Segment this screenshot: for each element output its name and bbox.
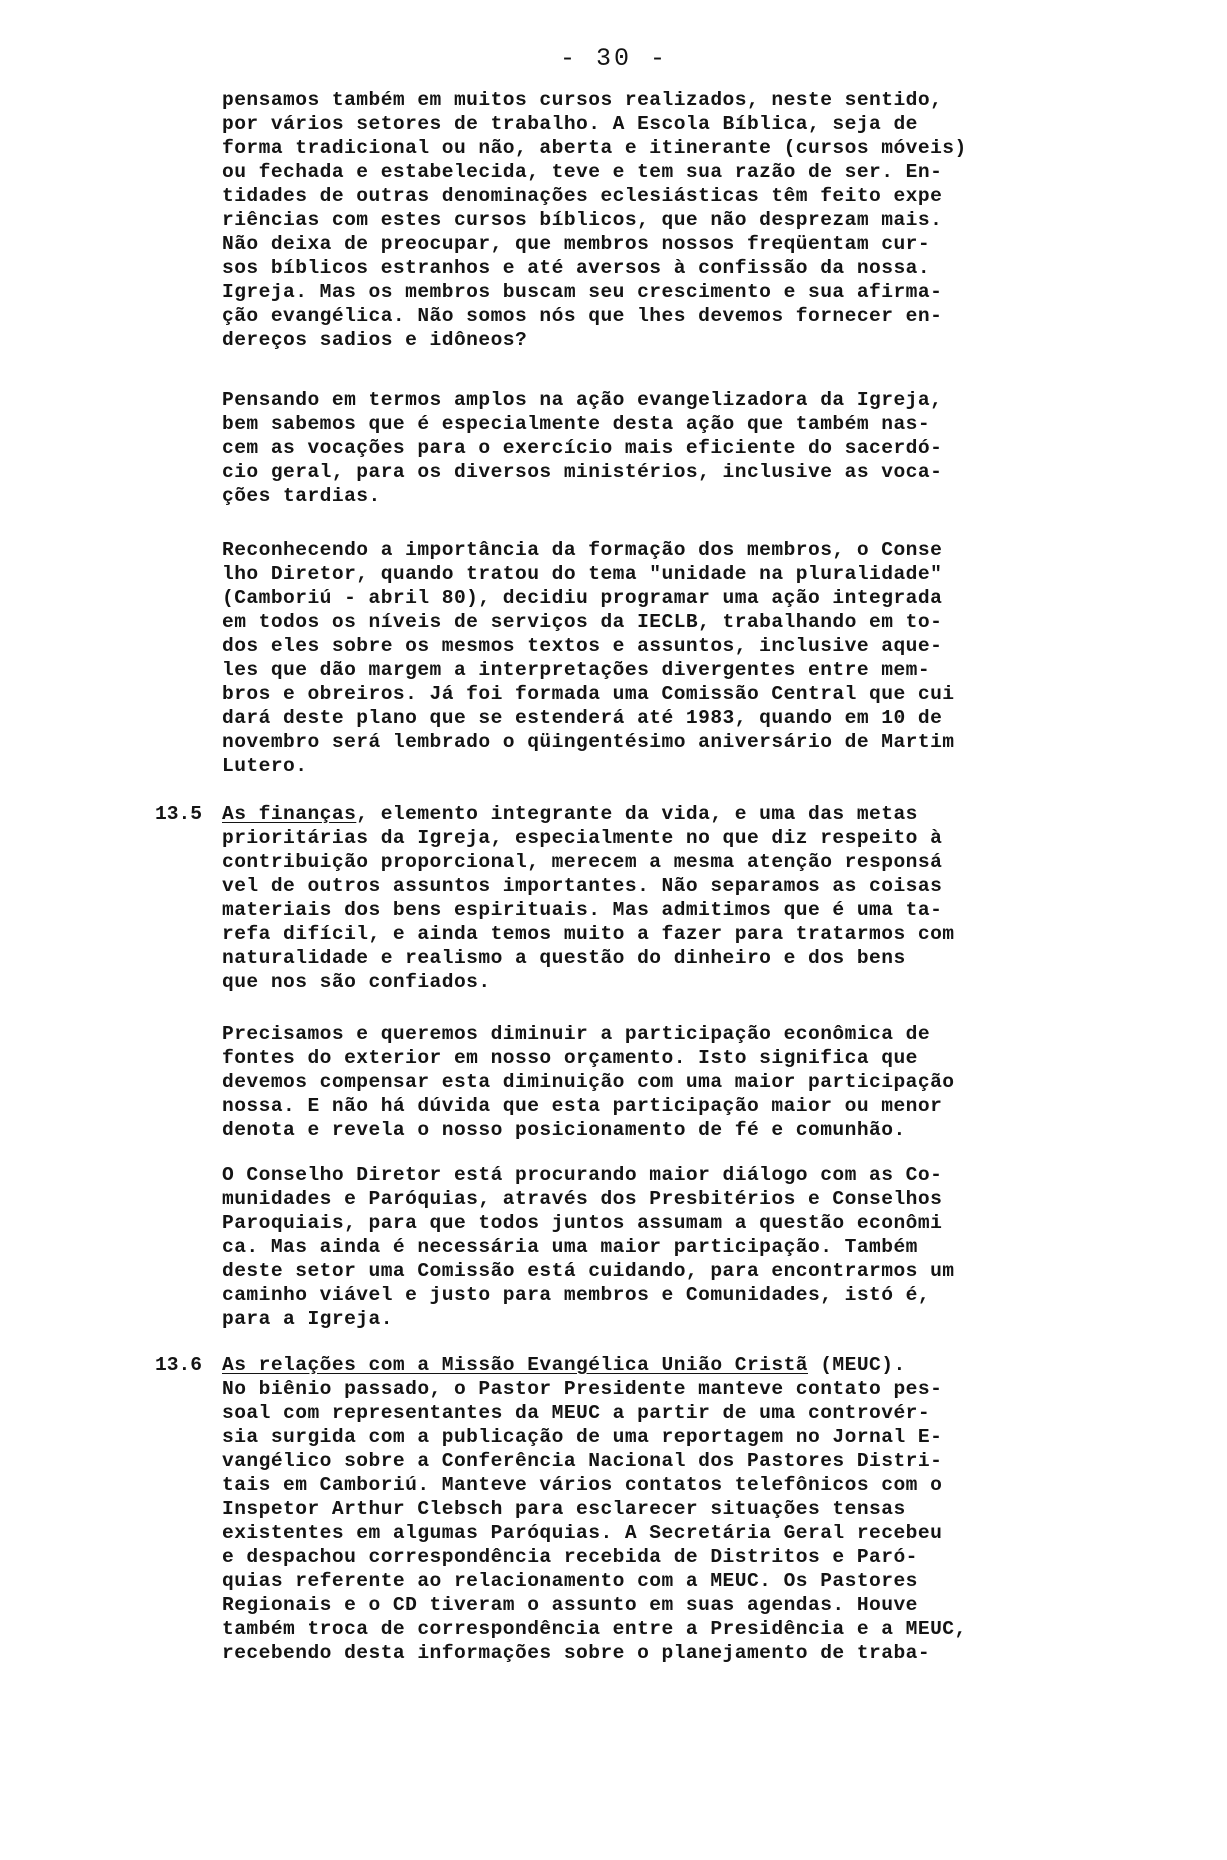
text-line: les que dão margem a interpretações divergentes entre mem- xyxy=(222,659,931,681)
text-line: existentes em algumas Paróquias. A Secretária Geral recebeu xyxy=(222,1522,943,1544)
text-line: dereços sadios e idôneos? xyxy=(222,329,528,351)
text-line: vangélico sobre a Conferência Nacional dos Pastores Distri- xyxy=(222,1450,943,1472)
section-13-6 xyxy=(222,1353,1102,1665)
text-line: devemos compensar esta diminuição com uma maior participação xyxy=(222,1071,955,1093)
text-line: nossa. E não há dúvida que esta participação maior ou menor xyxy=(222,1095,943,1117)
text-line: forma tradicional ou não, aberta e itinerante (cursos móveis) xyxy=(222,137,967,159)
text-line: vel de outros assuntos importantes. Não separamos as coisas xyxy=(222,875,943,897)
section-number-13-6: 13.6 xyxy=(155,1354,203,1376)
text-line: pensamos também em muitos cursos realizados, neste sentido, xyxy=(222,89,943,111)
text-line: por vários setores de trabalho. A Escola Bíblica, seja de xyxy=(222,113,918,135)
text-line: soal com representantes da MEUC a partir de uma controvér- xyxy=(222,1402,931,1424)
section-13-6-heading-rest: (MEUC). xyxy=(808,1354,906,1376)
text-line: (Camboriú - abril 80), decidiu programar uma ação integrada xyxy=(222,587,943,609)
text-line: ções tardias. xyxy=(222,485,381,507)
section-13-6-heading: As relações com a Missão Evangélica União Cristã xyxy=(222,1354,808,1376)
text-line: riências com estes cursos bíblicos, que não desprezam mais. xyxy=(222,209,943,231)
section-13-5-first-line xyxy=(222,802,1102,826)
text-line: dará deste plano que se estenderá até 1983, quando em 10 de xyxy=(222,707,943,729)
paragraph-conselho-diretor xyxy=(222,538,1102,778)
text-line: ção evangélica. Não somos nós que lhes devemos fornecer en- xyxy=(222,305,943,327)
text-line: sos bíblicos estranhos e até aversos à confissão da nossa. xyxy=(222,257,931,279)
text-line: Precisamos e queremos diminuir a participação econômica de xyxy=(222,1023,931,1045)
section-13-5 xyxy=(222,802,1102,994)
text-line: em todos os níveis de serviços da IECLB, trabalhando em to- xyxy=(222,611,943,633)
page-number: - 30 - xyxy=(560,44,669,73)
text-line: também troca de correspondência entre a Presidência e a MEUC, xyxy=(222,1618,967,1640)
text-line: e despachou correspondência recebida de Distritos e Paró- xyxy=(222,1546,918,1568)
paragraph-escola-biblica xyxy=(222,88,1102,352)
text-line: naturalidade e realismo a questão do dinheiro e dos bens xyxy=(222,947,906,969)
text-line: Paroquiais, para que todos juntos assumam a questão econômi xyxy=(222,1212,943,1234)
text-line: tais em Camboriú. Manteve vários contatos telefônicos com o xyxy=(222,1474,943,1496)
text-line: munidades e Paróquias, através dos Presbitérios e Conselhos xyxy=(222,1188,943,1210)
text-line: sia surgida com a publicação de uma reportagem no Jornal E- xyxy=(222,1426,943,1448)
paragraph-acao-evangelizadora xyxy=(222,388,1102,508)
text-line: refa difícil, e ainda temos muito a fazer para tratarmos com xyxy=(222,923,955,945)
text-line: Inspetor Arthur Clebsch para esclarecer situações tensas xyxy=(222,1498,906,1520)
text-line: cio geral, para os diversos ministérios, inclusive as voca- xyxy=(222,461,943,483)
paragraph-participacao-economica xyxy=(222,1022,1102,1142)
paragraph-dialogo-comunidades xyxy=(222,1163,1102,1331)
text-line: tidades de outras denominações eclesiásticas têm feito expe xyxy=(222,185,943,207)
text-line: dos eles sobre os mesmos textos e assuntos, inclusive aque- xyxy=(222,635,943,657)
text-line: recebendo desta informações sobre o planejamento de traba- xyxy=(222,1642,931,1664)
section-number-13-5: 13.5 xyxy=(155,803,203,825)
text-line: prioritárias da Igreja, especialmente no que diz respeito à xyxy=(222,827,943,849)
text-line: Não deixa de preocupar, que membros nossos freqüentam cur- xyxy=(222,233,931,255)
text-line: No biênio passado, o Pastor Presidente manteve contato pes- xyxy=(222,1378,943,1400)
text-line: Regionais e o CD tiveram o assunto em suas agendas. Houve xyxy=(222,1594,918,1616)
text-line: Pensando em termos amplos na ação evangelizadora da Igreja, xyxy=(222,389,943,411)
section-13-5-heading: As finanças xyxy=(222,803,357,825)
section-13-5-first-rest: , elemento integrante da vida, e uma das metas xyxy=(356,803,918,825)
text-line: materiais dos bens espirituais. Mas admitimos que é uma ta- xyxy=(222,899,943,921)
text-line: ca. Mas ainda é necessária uma maior participação. Também xyxy=(222,1236,918,1258)
text-line: caminho viável e justo para membros e Comunidades, istó é, xyxy=(222,1284,931,1306)
text-line: novembro será lembrado o qüingentésimo aniversário de Martim xyxy=(222,731,955,753)
text-line: que nos são confiados. xyxy=(222,971,491,993)
text-line: cem as vocações para o exercício mais eficiente do sacerdó- xyxy=(222,437,943,459)
text-line: denota e revela o nosso posicionamento de fé e comunhão. xyxy=(222,1119,906,1141)
section-13-6-first-line xyxy=(222,1353,1102,1377)
text-line: bem sabemos que é especialmente desta ação que também nas- xyxy=(222,413,931,435)
text-line: para a Igreja. xyxy=(222,1308,393,1330)
text-line: Lutero. xyxy=(222,755,308,777)
text-line: Igreja. Mas os membros buscam seu crescimento e sua afirma- xyxy=(222,281,943,303)
text-line: contribuição proporcional, merecem a mesma atenção responsá xyxy=(222,851,943,873)
text-line: bros e obreiros. Já foi formada uma Comissão Central que cui xyxy=(222,683,955,705)
text-line: ou fechada e estabelecida, teve e tem sua razão de ser. En- xyxy=(222,161,943,183)
text-line: deste setor uma Comissão está cuidando, para encontrarmos um xyxy=(222,1260,955,1282)
text-line: fontes do exterior em nosso orçamento. Isto significa que xyxy=(222,1047,918,1069)
text-line: Reconhecendo a importância da formação dos membros, o Conse xyxy=(222,539,943,561)
text-line: quias referente ao relacionamento com a MEUC. Os Pastores xyxy=(222,1570,918,1592)
text-line: O Conselho Diretor está procurando maior diálogo com as Co- xyxy=(222,1164,943,1186)
text-line: lho Diretor, quando tratou do tema "unidade na pluralidade" xyxy=(222,563,943,585)
